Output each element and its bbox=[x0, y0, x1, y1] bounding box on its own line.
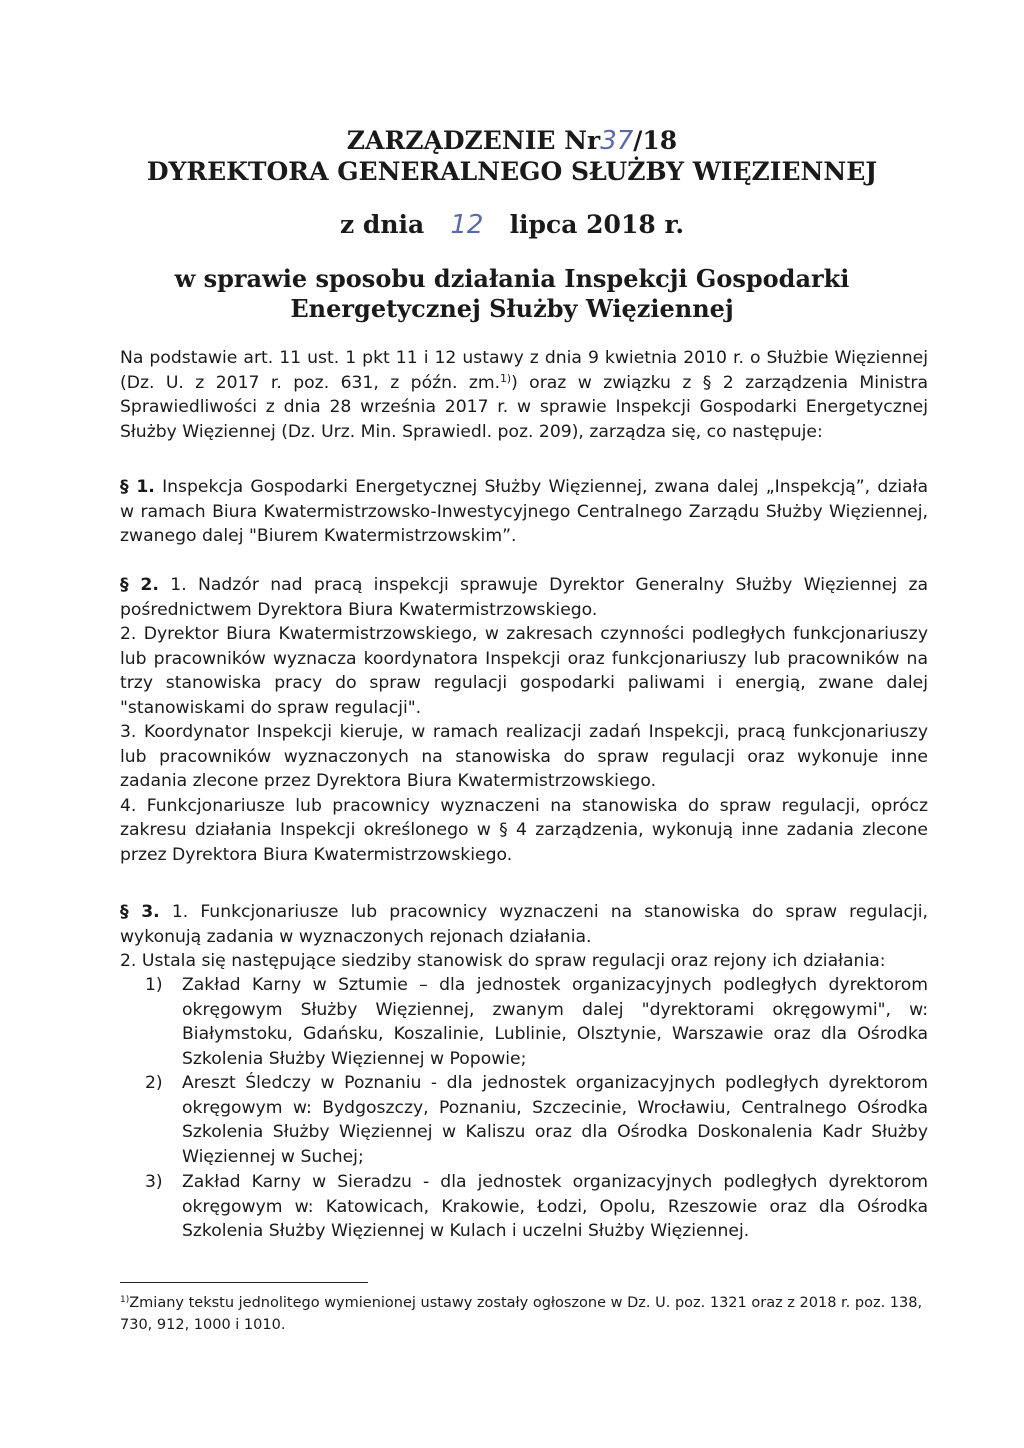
list-item bbox=[145, 1170, 928, 1244]
list-item-text: Areszt Śledczy w Poznaniu - dla jednostek organizacyjnych podległych dyrektorom okręgowym w: Bydgoszczy, Poznaniu, Szczecinie, Wrocławiu, Centralnego Ośrodka Szkolenia Służby Więziennej w Kaliszu oraz dla Ośrodka Doskonalenia Kadr Służby Więziennej w Suchej; bbox=[182, 1073, 928, 1167]
section-1-text: Inspekcja Gospodarki Energetycznej Służby Więziennej, zwana dalej „Inspekcją”, działa w ramach Biura Kwatermistrzowsko-Inwestycyjnego Centralnego Zarządu Służby Więziennej, zwanego dalej "Biurem Kwatermistrzowskim”. bbox=[120, 477, 928, 546]
date-suffix: lipca 2018 r. bbox=[509, 210, 685, 239]
title-suffix: /18 bbox=[633, 126, 678, 155]
section-1 bbox=[120, 475, 928, 549]
section-2-para-2: 2. Dyrektor Biura Kwatermistrzowskiego, w zakresach czynności podległych funkcjonariuszy lub pracowników wyznacza koordynatora Inspekcji oraz funkcjonariuszy lub pracowników na trzy stanowiska pracy do spraw regulacji gospodarki paliwami i energią, zwane dalej "stanowiskami do spraw regulacji". bbox=[120, 624, 928, 718]
footnote-marker: 1) bbox=[120, 1295, 130, 1306]
list-item-text: Zakład Karny w Sieradzu - dla jednostek organizacyjnych podległych dyrektorom okręgowym w: Katowicach, Krakowie, Łodzi, Opolu, Rzeszowie oraz dla Ośrodka Szkolenia Służby Więziennej w Kulach i uczelni Służby Więziennej. bbox=[182, 1172, 928, 1241]
list-item bbox=[145, 1071, 928, 1169]
section-2-label: § 2. bbox=[120, 575, 159, 595]
section-3-label: § 3. bbox=[120, 902, 160, 922]
section-2 bbox=[120, 573, 928, 867]
subject-line-1: w sprawie sposobu działania Inspekcji Gospodarki bbox=[174, 264, 850, 293]
section-3-para-2: 2. Ustala się następujące siedziby stanowisk do spraw regulacji oraz rejony ich działania: bbox=[120, 951, 886, 971]
list-item-text: Zakład Karny w Sztumie – dla jednostek organizacyjnych podległych dyrektorom okręgowym Służby Więziennej, zwanym dalej "dyrektorami okręgowymi", w: Białymstoku, Gdańsku, Koszalinie, Lublinie, Olsztynie, Warszawie oraz dla Ośrodka Szkolenia Służby Więziennej w Popowie; bbox=[182, 975, 928, 1069]
section-2-para-1-text: 1. Nadzór nad pracą inspekcji sprawuje Dyrektor Generalny Służby Więziennej za pośrednictwem Dyrektora Biura Kwatermistrzowskiego. bbox=[120, 575, 928, 620]
section-3-para-1-text: 1. Funkcjonariusze lub pracownicy wyznaczeni na stanowiska do spraw regulacji, wykonują zadania w wyznaczonych rejonach działania. bbox=[120, 902, 928, 947]
document-title bbox=[0, 126, 1024, 156]
subject-line-2: Energetycznej Służby Więziennej bbox=[290, 294, 734, 323]
list-item-number: 1) bbox=[145, 975, 163, 995]
footnote-reference: 1) bbox=[500, 371, 512, 385]
section-2-para-3: 3. Koordynator Inspekcji kieruje, w ramach realizacji zadań Inspekcji, pracą funkcjonariuszy lub pracowników wyznaczonych na stanowiska do spraw regulacji oraz wykonuje inne zadania zlecone przez Dyrektora Biura Kwatermistrzowskiego. bbox=[120, 722, 928, 791]
section-1-label: § 1. bbox=[120, 477, 155, 497]
footnote-text: Zmiany tekstu jednolitego wymienionej ustawy zostały ogłoszone w Dz. U. poz. 1321 oraz z 2018 r. poz. 138, 730, 912, 1000 i 1010. bbox=[120, 1295, 923, 1333]
legal-basis-paragraph bbox=[120, 346, 928, 444]
date-line bbox=[0, 210, 1024, 240]
intro-text-continued: ) oraz w związku z § 2 zarządzenia Ministra Sprawiedliwości z dnia 28 września 2017 r. w sprawie Inspekcji Gospodarki Energetycznej Służby Więziennej (Dz. Urz. Min. Sprawiedl. poz. 209), zarządza się, co następuje: bbox=[120, 372, 928, 442]
handwritten-day: 12 bbox=[450, 210, 484, 240]
section-2-para-1 bbox=[120, 573, 928, 622]
footnote-divider bbox=[120, 1282, 368, 1283]
title-prefix: ZARZĄDZENIE Nr bbox=[346, 126, 601, 155]
section-2-para-4: 4. Funkcjonariusze lub pracownicy wyznaczeni na stanowiska do spraw regulacji, oprócz zakresu działania Inspekcji określonego w § 4 zarządzenia, wykonują inne zadania zlecone przez Dyrektora Biura Kwatermistrzowskiego. bbox=[120, 795, 928, 865]
handwritten-number: 37 bbox=[600, 126, 634, 156]
footnote bbox=[120, 1292, 928, 1336]
date-prefix: z dnia bbox=[339, 210, 425, 239]
list-item bbox=[145, 973, 928, 1071]
section-3 bbox=[120, 900, 928, 974]
list-item-number: 2) bbox=[145, 1073, 163, 1093]
section-3-para-1 bbox=[120, 900, 928, 949]
issuer-line: DYREKTORA GENERALNEGO SŁUŻBY WIĘZIENNEJ bbox=[146, 157, 878, 186]
list-item-number: 3) bbox=[145, 1172, 163, 1192]
intro-text: Na podstawie art. 11 ust. 1 pkt 11 i 12 ustawy z dnia 9 kwietnia 2010 r. o Służbie Więziennej (Dz. U. z 2017 r. poz. 631, z późn. zm. bbox=[120, 348, 928, 393]
